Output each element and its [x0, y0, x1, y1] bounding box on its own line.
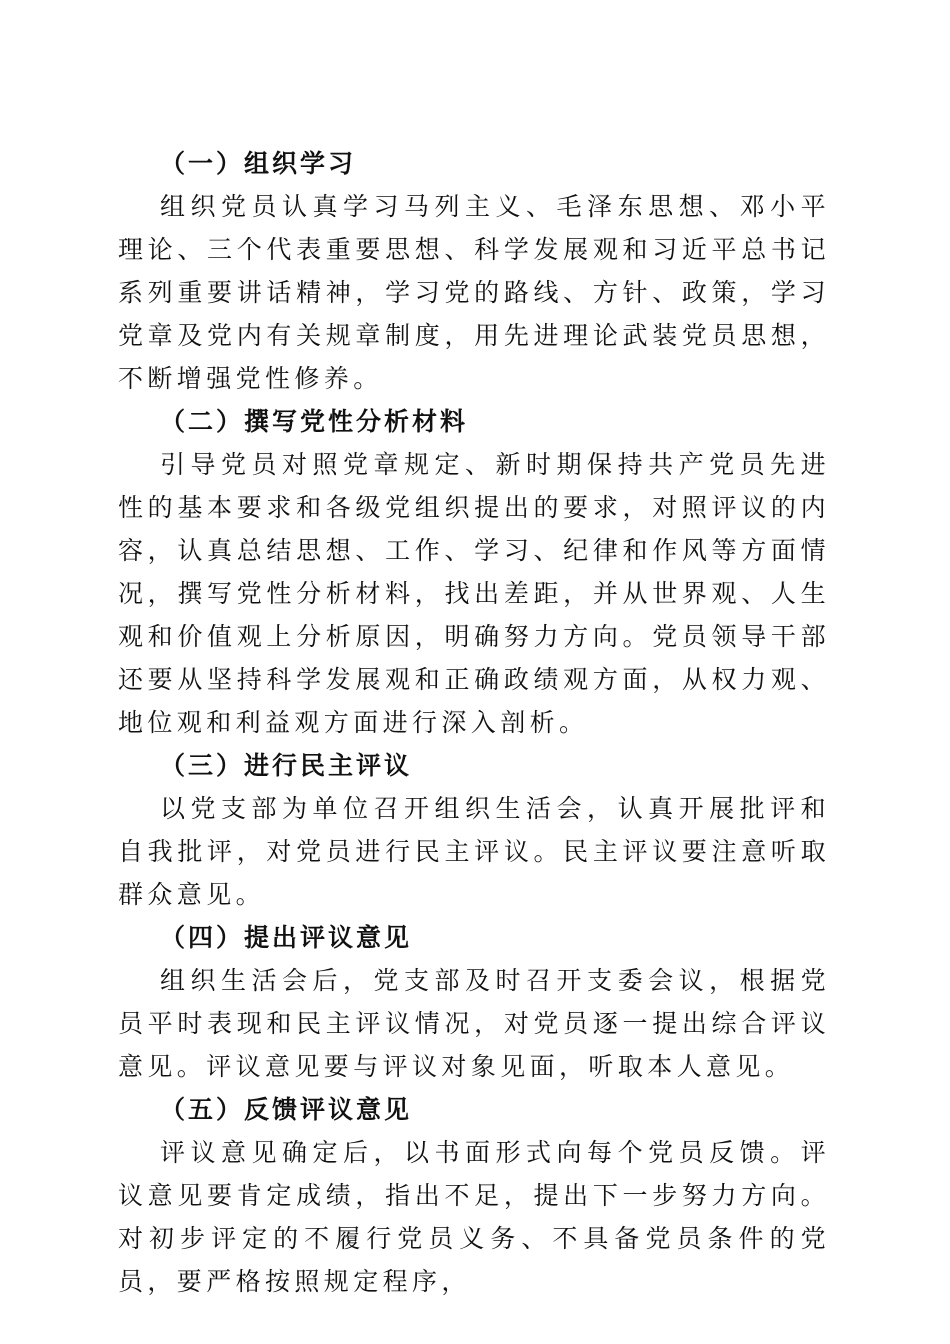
section-paragraph-1: 组织党员认真学习马列主义、毛泽东思想、邓小平理论、三个代表重要思想、科学发展观和习近平总书记系列重要讲话精神，学习党的路线、方针、政策，学习党章及党内有关规章制度，用先进理论武装党员思想，不断增强党性修养。: [118, 192, 830, 393]
section-heading-3: （三）进行民主评议: [160, 751, 413, 780]
document-body: [118, 142, 830, 1303]
section-heading-4: （四）提出评议意见: [160, 923, 413, 952]
section-heading-2: （二）撰写党性分析材料: [160, 407, 469, 436]
section-heading-5: （五）反馈评议意见: [160, 1095, 413, 1124]
section-paragraph-4: 组织生活会后，党支部及时召开支委会议，根据党员平时表现和民主评议情况，对党员逐一提出综合评议意见。评议意见要与评议对象见面，听取本人意见。: [118, 966, 830, 1081]
section-paragraph-3: 以党支部为单位召开组织生活会，认真开展批评和自我批评，对党员进行民主评议。民主评议要注意听取群众意见。: [118, 794, 830, 909]
section-heading-1: （一）组织学习: [160, 149, 357, 178]
section-paragraph-5: 评议意见确定后，以书面形式向每个党员反馈。评议意见要肯定成绩，指出不足，提出下一步努力方向。对初步评定的不履行党员义务、不具备党员条件的党员，要严格按照规定程序，: [118, 1138, 830, 1296]
section-paragraph-2: 引导党员对照党章规定、新时期保持共产党员先进性的基本要求和各级党组织提出的要求，对照评议的内容，认真总结思想、工作、学习、纪律和作风等方面情况，撰写党性分析材料，找出差距，并从世界观、人生观和价值观上分析原因，明确努力方向。党员领导干部还要从坚持科学发展观和正确政绩观方面，从权力观、地位观和利益观方面进行深入剖析。: [118, 450, 830, 737]
